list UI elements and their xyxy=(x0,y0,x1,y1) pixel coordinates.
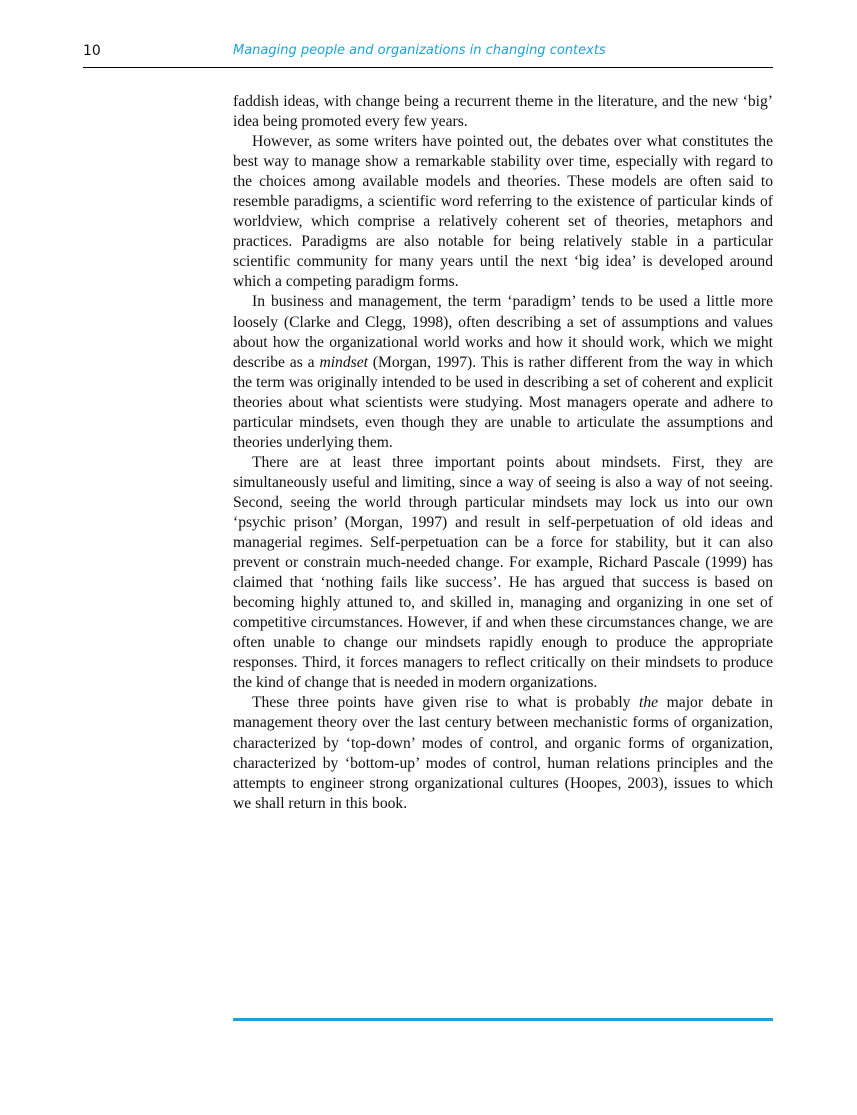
page-number: 10 xyxy=(83,43,101,59)
paragraph xyxy=(233,453,773,694)
paragraph-text: In business and management, the term ‘paradigm’ tends to be used a little more loosely (Clarke and Clegg, 1998), often describing a set of assumptions and values about how the organizational world works and how it should work, which we might describe as a xyxy=(233,293,773,371)
body-text xyxy=(233,92,773,814)
paragraph-text: faddish ideas, with change being a recurrent theme in the literature, and the new ‘big’ idea being promoted every few years. xyxy=(233,93,773,131)
running-header-title: Managing people and organizations in changing contexts xyxy=(233,43,606,58)
paragraph xyxy=(233,132,773,292)
paragraph xyxy=(233,292,773,452)
header-divider xyxy=(83,67,773,68)
paragraph-text: These three points have given rise to what is probably xyxy=(252,694,640,712)
emphasis-the: the xyxy=(639,694,659,712)
paragraph-text: (Morgan, 1997). This is rather different from the way in which the term was originally intended to be used in describing a set of coherent and explicit theories about what scientists were studying. Most managers operate and adhere to particular mindsets, even though they are unable to articulate the assumptions and theories underlying them. xyxy=(233,353,773,451)
paragraph xyxy=(233,92,773,132)
footer-divider xyxy=(233,1018,773,1021)
paragraph xyxy=(233,693,773,813)
emphasis-mindset: mindset xyxy=(319,353,368,371)
paragraph-text: major debate in management theory over the last century between mechanistic forms of organization, characterized by ‘top-down’ modes of control, and organic forms of organization, characterized by ‘bottom-up’ modes of control, human relations principles and the attempts to engineer strong organizational cultures (Hoopes, 2003), issues to which we shall return in this book. xyxy=(233,694,773,812)
paragraph-text: There are at least three important points about mindsets. First, they are simultaneously useful and limiting, since a way of seeing is also a way of not seeing. Second, seeing the world through particular mindsets may lock us into our own ‘psychic prison’ (Morgan, 1997) and result in self-perpetuation of old ideas and managerial regimes. Self-perpetuation can be a force for stability, but it can also prevent or constrain much-needed change. For example, Richard Pascale (1999) has claimed that ‘nothing fails like success’. He has argued that success is based on becoming highly attuned to, and skilled in, managing and organizing in one set of competitive circumstances. However, if and when these circumstances change, we are often unable to change our mindsets rapidly enough to produce the appropriate responses. Third, it forces managers to reflect critically on their mindsets to produce the kind of change that is needed in modern organizations. xyxy=(233,453,773,692)
paragraph-text: However, as some writers have pointed out, the debates over what constitutes the best way to manage show a remarkable stability over time, especially with regard to the choices among available models and theories. These models are often said to resemble paradigms, a scientific word referring to the existence of particular kinds of worldview, which comprise a relatively coherent set of theories, metaphors and practices. Paradigms are also notable for being relatively stable in a particular scientific community for many years until the next ‘big idea’ is developed around which a competing paradigm forms. xyxy=(233,133,773,291)
